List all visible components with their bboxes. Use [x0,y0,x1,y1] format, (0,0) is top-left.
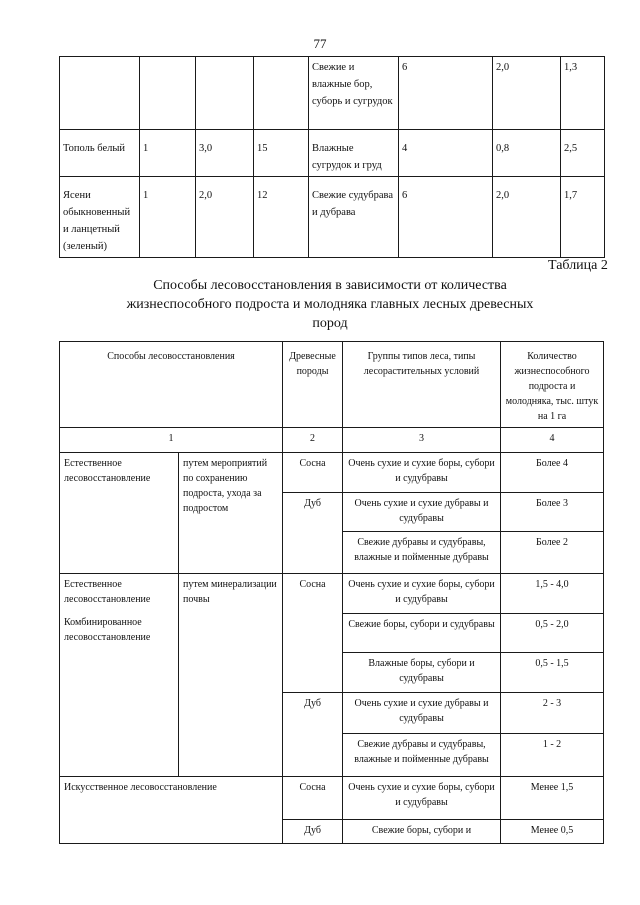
group-cell: Свежие дубравы и судубравы, влажные и пойменные дубравы [343,532,501,574]
table-cell: 0,8 [493,130,561,177]
table-row [60,453,604,493]
table-cell [140,57,196,130]
column-number: 2 [283,428,343,453]
column-number: 3 [343,428,501,453]
measure-cell: путем мероприятий по сохранению подроста, ухода за подростом [179,453,283,574]
table-cell [196,57,254,130]
table-cell: 2,0 [493,177,561,258]
table-cell: 12 [254,177,309,258]
species-cell: Сосна [283,453,343,493]
group-cell: Очень сухие и сухие дубравы и судубравы [343,493,501,532]
table-cell: 1 [140,130,196,177]
species-cell: Дуб [283,820,343,844]
table-cell: 2,0 [493,57,561,130]
quantity-cell: 0,5 - 2,0 [501,614,604,653]
group-cell: Очень сухие и сухие боры, субори и судубравы [343,574,501,614]
species-cell: Дуб [283,693,343,777]
species-cell: Дуб [283,493,343,532]
restoration-methods-table [59,341,604,844]
table-cell: 2,5 [561,130,605,177]
table-cell [254,57,309,130]
header-methods: Способы лесовосстановления [60,342,283,428]
method-natural: Естественное лесовосстановление [64,579,151,605]
table-cell: 6 [399,57,493,130]
quantity-cell: Более 3 [501,493,604,532]
group-cell: Свежие дубравы и судубравы, влажные и пойменные дубравы [343,734,501,777]
table-cell: 15 [254,130,309,177]
table-cell: 1,3 [561,57,605,130]
table-cell: Свежие и влажные бор, суборь и сугрудок [309,57,399,130]
table-label: Таблица 2 [548,258,608,273]
quantity-cell: Менее 1,5 [501,777,604,820]
header-groups: Группы типов леса, типы лесорастительных условий [343,342,501,428]
table-cell: 6 [399,177,493,258]
header-quantity: Количество жизнеспособного подроста и молодняка, тыс. штук на 1 га [501,342,604,428]
table-cell [60,57,140,130]
column-number: 1 [60,428,283,453]
measure-cell: путем минерализации почвы [179,574,283,777]
quantity-cell: Более 2 [501,532,604,574]
quantity-cell: 0,5 - 1,5 [501,653,604,693]
table-cell: 1,7 [561,177,605,258]
column-number-row [60,428,604,453]
quantity-cell: 1,5 - 4,0 [501,574,604,614]
header-species: Древесные породы [283,342,343,428]
species-cell: Сосна [283,574,343,693]
group-cell: Очень сухие и сухие боры, субори и судубравы [343,453,501,493]
table-title: Способы лесовосстановления в зависимости от количества жизнеспособного подроста и молодняка главных лесных древесных пород [126,278,534,331]
column-number: 4 [501,428,604,453]
page-number: 77 [313,36,327,51]
table-row [60,574,604,614]
table-cell: Влажные сугрудок и груд [309,130,399,177]
group-cell: Очень сухие и сухие дубравы и судубравы [343,693,501,734]
table-cell: 4 [399,130,493,177]
table-cell: 3,0 [196,130,254,177]
group-cell: Свежие боры, субори и [343,820,501,844]
method-combined: Комбинированное лесовосстановление [64,617,151,643]
table-cell: Тополь белый [60,130,140,177]
table-cell: Ясени обыкновенный и ланцетный (зеленый) [60,177,140,258]
table-row [60,177,605,258]
species-cell: Сосна [283,777,343,820]
table-header-row [60,342,604,428]
quantity-cell: 2 - 3 [501,693,604,734]
table-cell: 1 [140,177,196,258]
table-row [60,130,605,177]
method-cell: Естественное лесовосстановление [60,453,179,574]
method-cell: Искусственное лесовосстановление [60,777,283,844]
table-row [60,57,605,130]
species-cell [283,532,343,574]
table-row [60,777,604,820]
quantity-cell: Менее 0,5 [501,820,604,844]
group-cell: Влажные боры, субори и судубравы [343,653,501,693]
method-cell [60,574,179,777]
quantity-cell: Более 4 [501,453,604,493]
group-cell: Свежие боры, субори и судубравы [343,614,501,653]
species-table-continuation [59,56,605,258]
table-cell: Свежие судубрава и дубрава [309,177,399,258]
group-cell: Очень сухие и сухие боры, субори и судубравы [343,777,501,820]
quantity-cell: 1 - 2 [501,734,604,777]
table-cell: 2,0 [196,177,254,258]
